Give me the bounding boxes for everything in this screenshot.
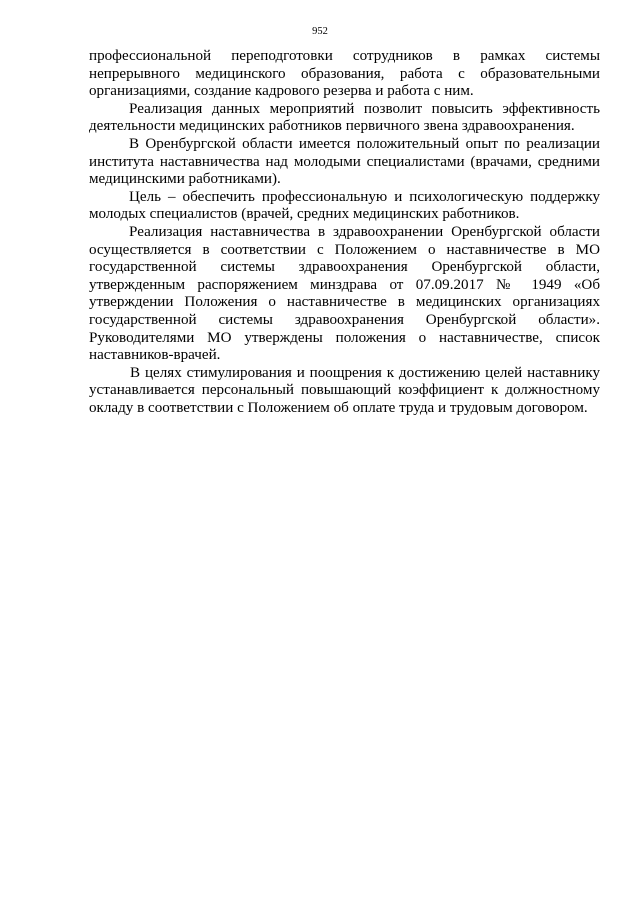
paragraph-training-continuation: профессиональной переподготовки сотрудников в рамках системы непрерывного медицинского образования, работа с образовательными организациями, создание кадрового резерва и работа с ним.: [89, 48, 600, 100]
paragraph-mentoring-experience: В Оренбургской области имеется положительный опыт по реализации института наставничества над молодыми специалистами (врачами, средними медицинскими работниками).: [89, 135, 600, 188]
paragraph-mentoring-regulation: Реализация наставничества в здравоохранении Оренбургской области осуществляется в соответствии с Положением о наставничестве в МО государственной системы здравоохранения Оренбургской области, утвержденным распоряжением минздрава от 07.09.2017 № 1949 «Об утверждении Положения о наставничестве в медицинских организациях государственной системы здравоохранения Оренбургской области». Руководителями МО утверждены положения о наставничестве, список наставников-врачей.: [89, 223, 600, 364]
paragraph-incentives: В целях стимулирования и поощрения к достижению целей наставнику устанавливается персональный повышающий коэффициент к должностному окладу в соответствии с Положением об оплате труда и трудовым договором.: [89, 364, 600, 416]
paragraph-efficiency: Реализация данных мероприятий позволит повысить эффективность деятельности медицинских работников первичного звена здравоохранения.: [89, 100, 600, 135]
page-number: 952: [312, 26, 328, 37]
document-body: [89, 48, 600, 417]
paragraph-goal: Цель – обеспечить профессиональную и психологическую поддержку молодых специалистов (врачей, средних медицинских работников.: [89, 188, 600, 223]
